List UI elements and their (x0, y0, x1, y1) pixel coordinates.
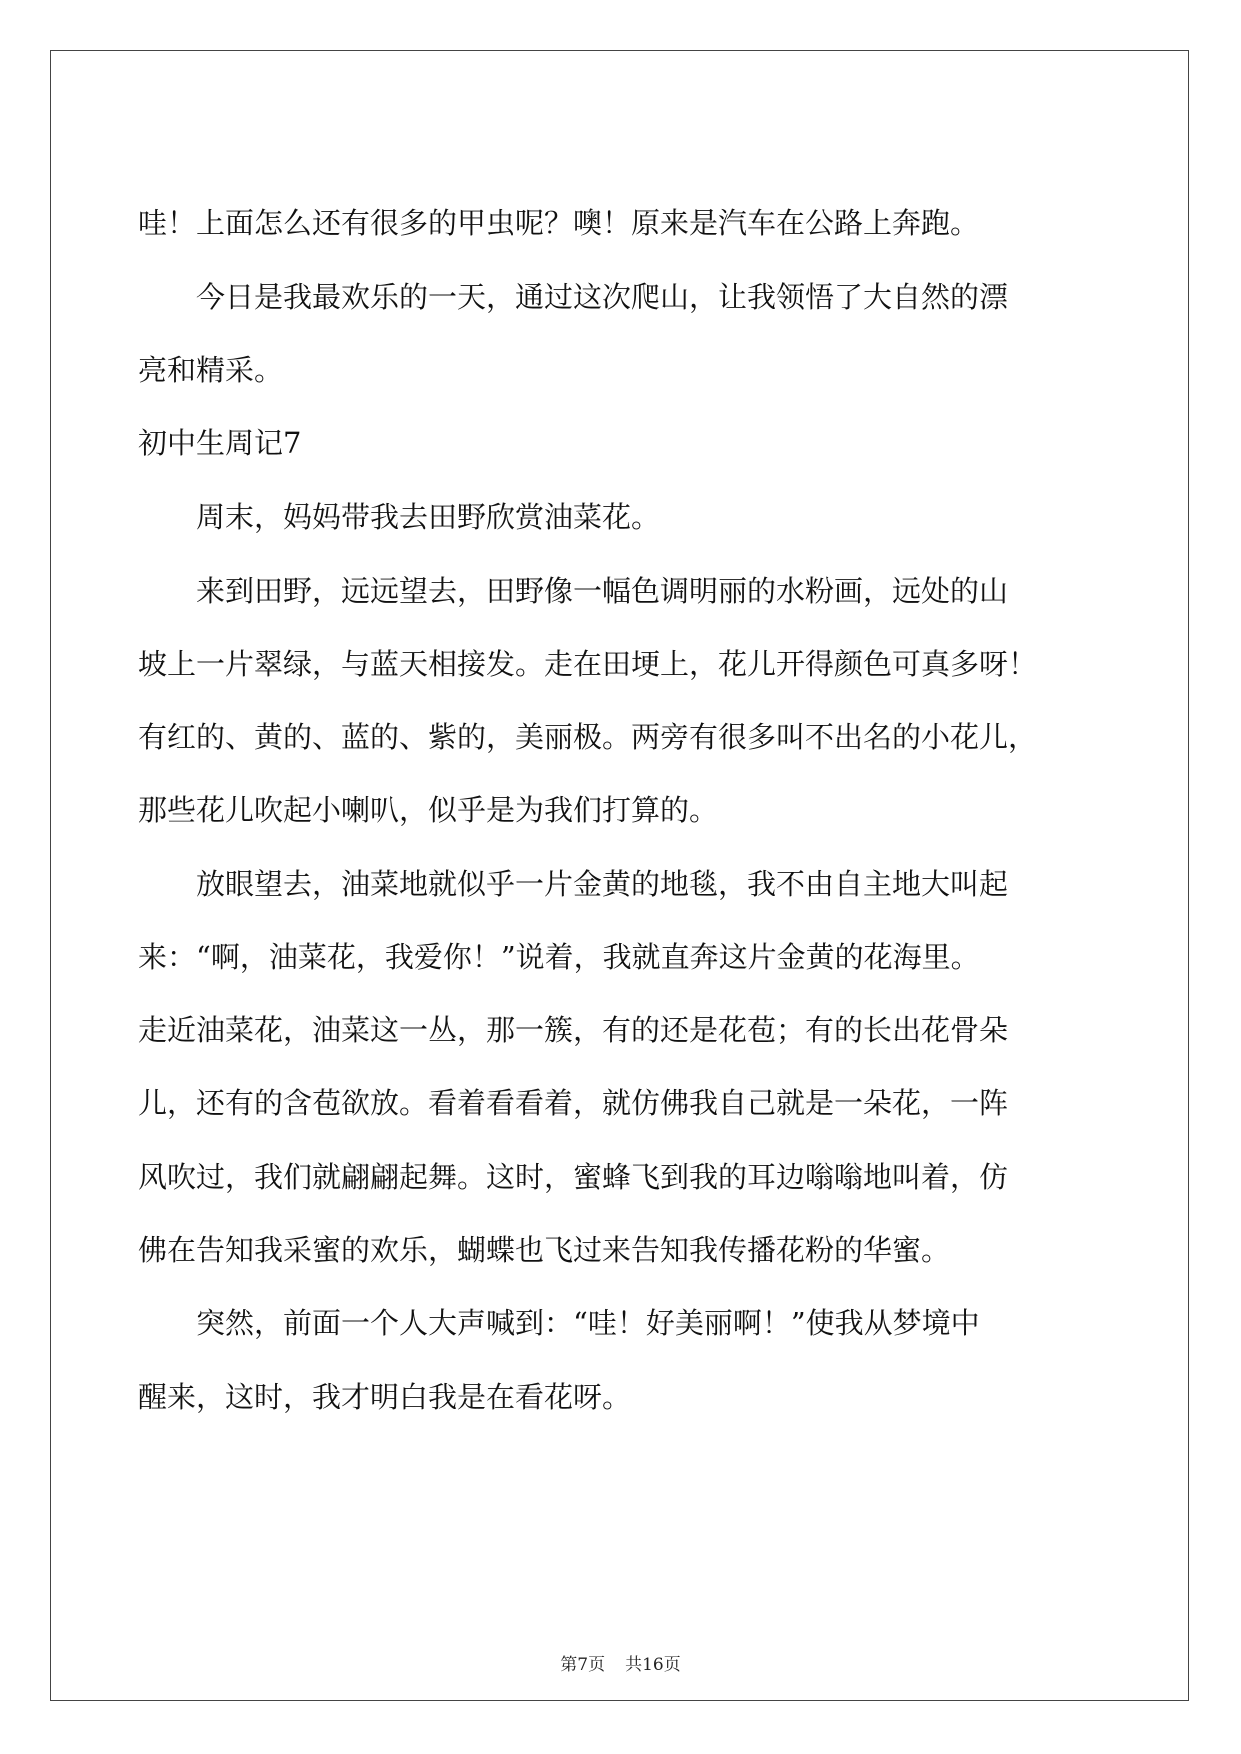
text-line: 亮和精采。 (138, 353, 284, 387)
text-line: 放眼望去，油菜地就似乎一片金黄的地毯，我不由自主地大叫起 (196, 867, 1009, 901)
text-line: 有红的、黄的、蓝的、紫的，美丽极。两旁有很多叫不出名的小花儿， (138, 720, 1038, 754)
text-line: 来：“啊，油菜花，我爱你！”说着，我就直奔这片金黄的花海里。 (138, 940, 980, 974)
text-line: 醒来，这时，我才明白我是在看花呀。 (138, 1380, 632, 1414)
total-pages: 共16页 (625, 1655, 681, 1675)
page-number: 第7页 (560, 1655, 606, 1675)
text-line: 来到田野，远远望去，田野像一幅色调明丽的水粉画，远处的山 (196, 574, 1009, 608)
text-line: 风吹过，我们就翩翩起舞。这时，蜜蜂飞到我的耳边嗡嗡地叫着，仿 (138, 1160, 1009, 1194)
text-line: 那些花儿吹起小喇叭，似乎是为我们打算的。 (138, 793, 719, 827)
page-footer (51, 1650, 1190, 1675)
text-line: 佛在告知我采蜜的欢乐，蝴蝶也飞过来告知我传播花粉的华蜜。 (138, 1233, 951, 1267)
text-line: 坡上一片翠绿，与蓝天相接发。走在田埂上，花儿开得颜色可真多呀！ (138, 647, 1038, 681)
text-line: 儿，还有的含苞欲放。看着看看着，就仿佛我自己就是一朵花，一阵 (138, 1086, 1009, 1120)
text-line: 今日是我最欢乐的一天，通过这次爬山，让我领悟了大自然的漂 (196, 280, 1009, 314)
text-line: 周末，妈妈带我去田野欣赏油菜花。 (196, 500, 661, 534)
text-line: 突然，前面一个人大声喊到：“哇！好美丽啊！”使我从梦境中 (196, 1306, 980, 1340)
section-heading: 初中生周记7 (138, 426, 302, 460)
text-line: 哇！上面怎么还有很多的甲虫呢？噢！原来是汽车在公路上奔跑。 (138, 206, 980, 240)
page-frame (50, 50, 1189, 1701)
text-line: 走近油菜花，油菜这一丛，那一簇，有的还是花苞；有的长出花骨朵 (138, 1013, 1009, 1047)
